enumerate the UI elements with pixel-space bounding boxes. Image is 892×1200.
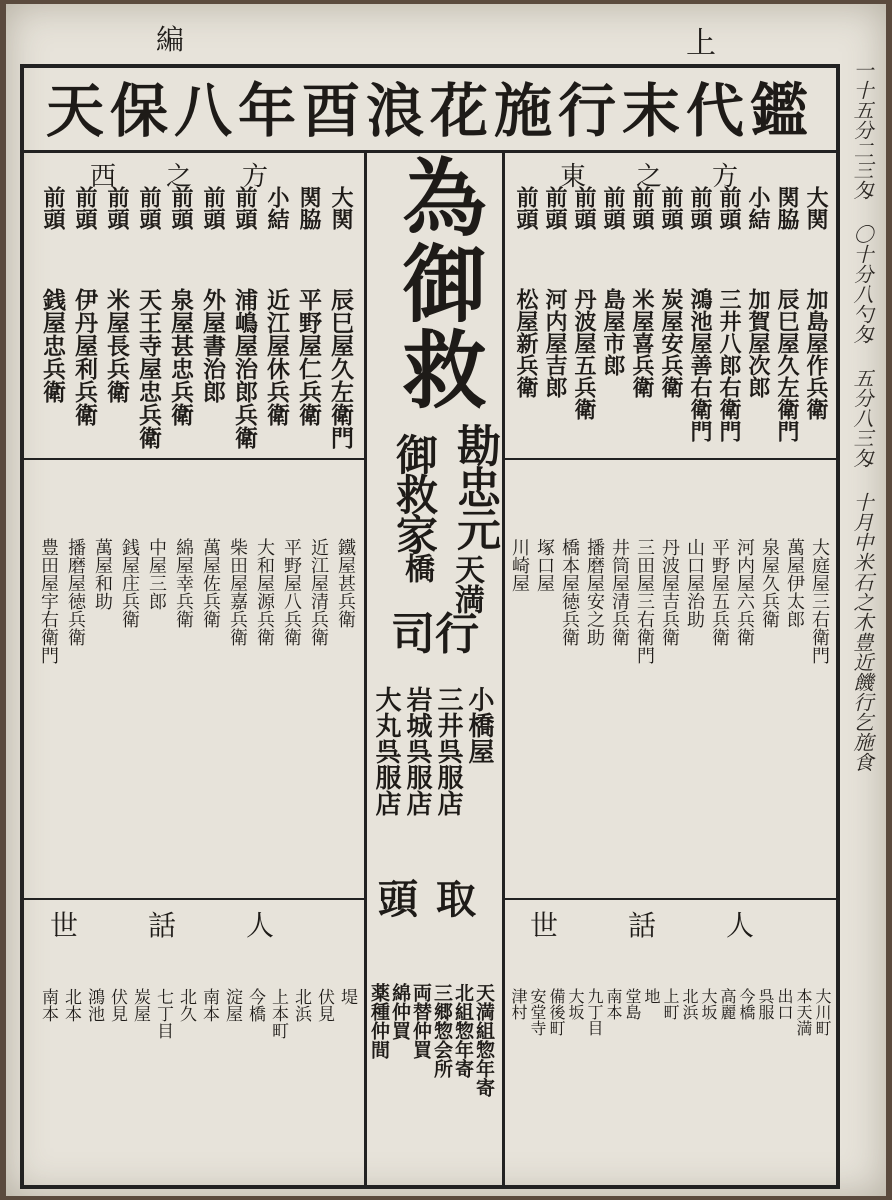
center-place-left: 橋 bbox=[399, 553, 434, 583]
right-column-divider bbox=[502, 153, 505, 1185]
place-name: 高麗 bbox=[718, 988, 737, 1020]
header-jo: 上 bbox=[686, 26, 716, 61]
rank-label: 前頭 bbox=[571, 186, 597, 230]
west-side-label: 西之方 bbox=[89, 162, 318, 192]
west-mid-names bbox=[30, 538, 358, 708]
place-name: 南本 bbox=[38, 988, 58, 1022]
firm-name: 三井呉服店 bbox=[433, 686, 463, 816]
rank-label: 大関 bbox=[803, 186, 829, 230]
rank-label: 関脇 bbox=[296, 186, 322, 230]
center-toudori: 頭取 bbox=[378, 876, 494, 923]
guild-name: 三郷惣会所 bbox=[431, 983, 453, 1078]
merchant-name: 島屋市郎 bbox=[600, 288, 626, 376]
rank-label: 前頭 bbox=[513, 186, 539, 230]
guild-name: 北組惣年寄 bbox=[452, 983, 474, 1078]
west-sewanin-label: 世話人 bbox=[49, 909, 344, 942]
place-name: 南本 bbox=[604, 988, 623, 1020]
east-ranks bbox=[506, 186, 832, 246]
east-sewanin-label: 世話人 bbox=[529, 909, 824, 942]
merchant-name: 萬屋和助 bbox=[92, 538, 113, 610]
place-name: 北浜 bbox=[291, 988, 311, 1022]
merchant-name: 辰巳屋久左衛門 bbox=[774, 288, 800, 442]
place-name: 大坂 bbox=[566, 988, 585, 1020]
place-name: 淀屋 bbox=[222, 988, 242, 1022]
place-name: 堤 bbox=[337, 988, 357, 1005]
place-name: 出口 bbox=[775, 988, 794, 1020]
rank-label: 前頭 bbox=[716, 186, 742, 230]
guild-name: 両替仲買 bbox=[410, 983, 432, 1059]
rank-label: 関脇 bbox=[774, 186, 800, 230]
place-name: 堂島 bbox=[623, 988, 642, 1020]
merchant-name: 河内屋吉郎 bbox=[542, 288, 568, 398]
merchant-name: 丹波屋五兵衛 bbox=[571, 288, 597, 420]
merchant-name: 三井八郎右衛門 bbox=[716, 288, 742, 442]
place-name: 上本町 bbox=[268, 988, 288, 1039]
east-side-label: 東之方 bbox=[559, 162, 788, 192]
merchant-name: 加賀屋次郎 bbox=[745, 288, 771, 398]
rank-label: 小結 bbox=[745, 186, 771, 230]
rank-label: 前頭 bbox=[200, 186, 226, 230]
guild-name: 薬種仲間 bbox=[368, 983, 390, 1059]
merchant-name: 鐵屋甚兵衛 bbox=[335, 538, 356, 628]
east-bottom-places bbox=[508, 988, 834, 1183]
place-name: 津村 bbox=[509, 988, 528, 1020]
merchant-name: 平野屋仁兵衛 bbox=[295, 288, 322, 426]
place-name: 大川町 bbox=[813, 988, 832, 1036]
west-sewanin-divider bbox=[24, 898, 364, 900]
rank-label: 前頭 bbox=[658, 186, 684, 230]
east-mid-names bbox=[508, 538, 832, 708]
handwritten-margin-note: 一十五分二三匁 〇十分八勺匁 五分八三匁 十月中米石之木豊近饑行乞施食 bbox=[850, 60, 874, 772]
merchant-name: 萬屋伊太郎 bbox=[784, 538, 805, 628]
merchant-name: 丹波屋吉兵衛 bbox=[659, 538, 680, 646]
center-shikou: 司行 bbox=[391, 609, 479, 660]
merchant-name: 近江屋休兵衛 bbox=[263, 288, 290, 426]
merchant-name: 三田屋三右衛門 bbox=[634, 538, 655, 664]
merchant-name: 河内屋六兵衛 bbox=[734, 538, 755, 646]
merchant-name: 浦嶋屋治郎兵衛 bbox=[231, 288, 258, 449]
merchant-name: 米屋長兵衛 bbox=[103, 288, 130, 403]
merchant-name: 大和屋源兵衛 bbox=[254, 538, 275, 646]
merchant-name: 松屋新兵衛 bbox=[513, 288, 539, 398]
place-name: 北久 bbox=[176, 988, 196, 1022]
merchant-name: 加島屋作兵衛 bbox=[803, 288, 829, 420]
place-name: 地 bbox=[642, 988, 661, 1004]
place-name: 備後町 bbox=[547, 988, 566, 1036]
merchant-name: 山口屋治助 bbox=[684, 538, 705, 628]
place-name: 伏見 bbox=[107, 988, 127, 1022]
center-firms bbox=[371, 686, 498, 876]
west-ranks bbox=[32, 186, 357, 246]
merchant-name: 泉屋久兵衛 bbox=[759, 538, 780, 628]
rank-label: 前頭 bbox=[687, 186, 713, 230]
title-divider bbox=[24, 150, 836, 153]
merchant-name: 炭屋安兵衛 bbox=[658, 288, 684, 398]
place-name: 安堂寺 bbox=[528, 988, 547, 1036]
east-sewanin-divider bbox=[504, 898, 836, 900]
center-bottom bbox=[368, 983, 498, 1183]
place-name: 今橋 bbox=[737, 988, 756, 1020]
banzuke-frame bbox=[20, 64, 840, 1189]
east-top-names bbox=[506, 288, 832, 453]
merchant-name: 井筒屋清兵衛 bbox=[609, 538, 630, 646]
merchant-name: 天王寺屋忠兵衛 bbox=[135, 288, 162, 449]
merchant-name: 泉屋甚忠兵衛 bbox=[167, 288, 194, 426]
rank-label: 前頭 bbox=[629, 186, 655, 230]
merchant-name: 柴田屋嘉兵衛 bbox=[227, 538, 248, 646]
merchant-name: 辰巳屋久左衛門 bbox=[327, 288, 354, 449]
newsprint-sheet bbox=[6, 4, 886, 1196]
rank-label: 前頭 bbox=[600, 186, 626, 230]
merchant-name: 銭屋忠兵衛 bbox=[39, 288, 66, 403]
merchant-name: 外屋書治郎 bbox=[199, 288, 226, 403]
center-place-right: 天満 bbox=[449, 554, 484, 614]
merchant-name: 平野屋八兵衛 bbox=[281, 538, 302, 646]
merchant-name: 伊丹屋利兵衛 bbox=[71, 288, 98, 426]
place-name: 本天満 bbox=[794, 988, 813, 1036]
merchant-name: 橋本屋徳兵衛 bbox=[559, 538, 580, 646]
merchant-name: 近江屋清兵衛 bbox=[308, 538, 329, 646]
page-title: 天保八年酉浪花施行末代鑑 bbox=[45, 77, 814, 145]
center-sub-left: 御救家 bbox=[390, 433, 439, 553]
rank-label: 前頭 bbox=[232, 186, 258, 230]
place-name: 上町 bbox=[661, 988, 680, 1020]
rank-label: 大関 bbox=[328, 186, 354, 230]
place-name: 北本 bbox=[61, 988, 81, 1022]
center-main-title: 為御救 bbox=[389, 154, 488, 412]
header-hen: 編 bbox=[156, 23, 189, 56]
guild-name: 綿仲買 bbox=[389, 983, 411, 1040]
rank-label: 小結 bbox=[264, 186, 290, 230]
place-name: 南本 bbox=[199, 988, 219, 1022]
rank-label: 前頭 bbox=[542, 186, 568, 230]
west-bottom-places bbox=[28, 988, 360, 1183]
rank-label: 前頭 bbox=[168, 186, 194, 230]
place-name: 伏見 bbox=[314, 988, 334, 1022]
rank-label: 前頭 bbox=[72, 186, 98, 230]
rank-label: 前頭 bbox=[136, 186, 162, 230]
merchant-name: 播磨屋徳兵衛 bbox=[65, 538, 86, 646]
place-name: 今橋 bbox=[245, 988, 265, 1022]
guild-name: 天満組惣年寄 bbox=[473, 983, 495, 1097]
place-name: 七丁目 bbox=[153, 988, 173, 1039]
place-name: 九丁目 bbox=[585, 988, 604, 1036]
place-name: 呉服 bbox=[756, 988, 775, 1020]
west-mid-divider bbox=[24, 458, 364, 460]
merchant-name: 中屋三郎 bbox=[146, 538, 167, 610]
merchant-name: 鴻池屋善右衛門 bbox=[687, 288, 713, 442]
merchant-name: 銭屋庄兵衛 bbox=[119, 538, 140, 628]
merchant-name: 塚口屋 bbox=[534, 538, 555, 592]
merchant-name: 綿屋幸兵衛 bbox=[173, 538, 194, 628]
place-name: 鴻池 bbox=[84, 988, 104, 1022]
merchant-name: 米屋喜兵衛 bbox=[629, 288, 655, 398]
firm-name: 大丸呉服店 bbox=[371, 686, 401, 816]
merchant-name: 播磨屋安之助 bbox=[584, 538, 605, 646]
rank-label: 前頭 bbox=[104, 186, 130, 230]
merchant-name: 萬屋佐兵衛 bbox=[200, 538, 221, 628]
merchant-name: 大庭屋三右衛門 bbox=[809, 538, 830, 664]
place-name: 大坂 bbox=[699, 988, 718, 1020]
center-sub-right: 勘忠元 bbox=[449, 423, 500, 549]
west-top-names bbox=[32, 288, 357, 453]
merchant-name: 平野屋五兵衛 bbox=[709, 538, 730, 646]
rank-label: 前頭 bbox=[40, 186, 66, 230]
firm-name: 小橋屋 bbox=[464, 686, 494, 764]
merchant-name: 豊田屋宇右衛門 bbox=[38, 538, 59, 664]
firm-name: 岩城呉服店 bbox=[402, 686, 432, 816]
merchant-name: 川崎屋 bbox=[509, 538, 530, 592]
east-mid-divider bbox=[504, 458, 836, 460]
place-name: 北浜 bbox=[680, 988, 699, 1020]
place-name: 炭屋 bbox=[130, 988, 150, 1022]
